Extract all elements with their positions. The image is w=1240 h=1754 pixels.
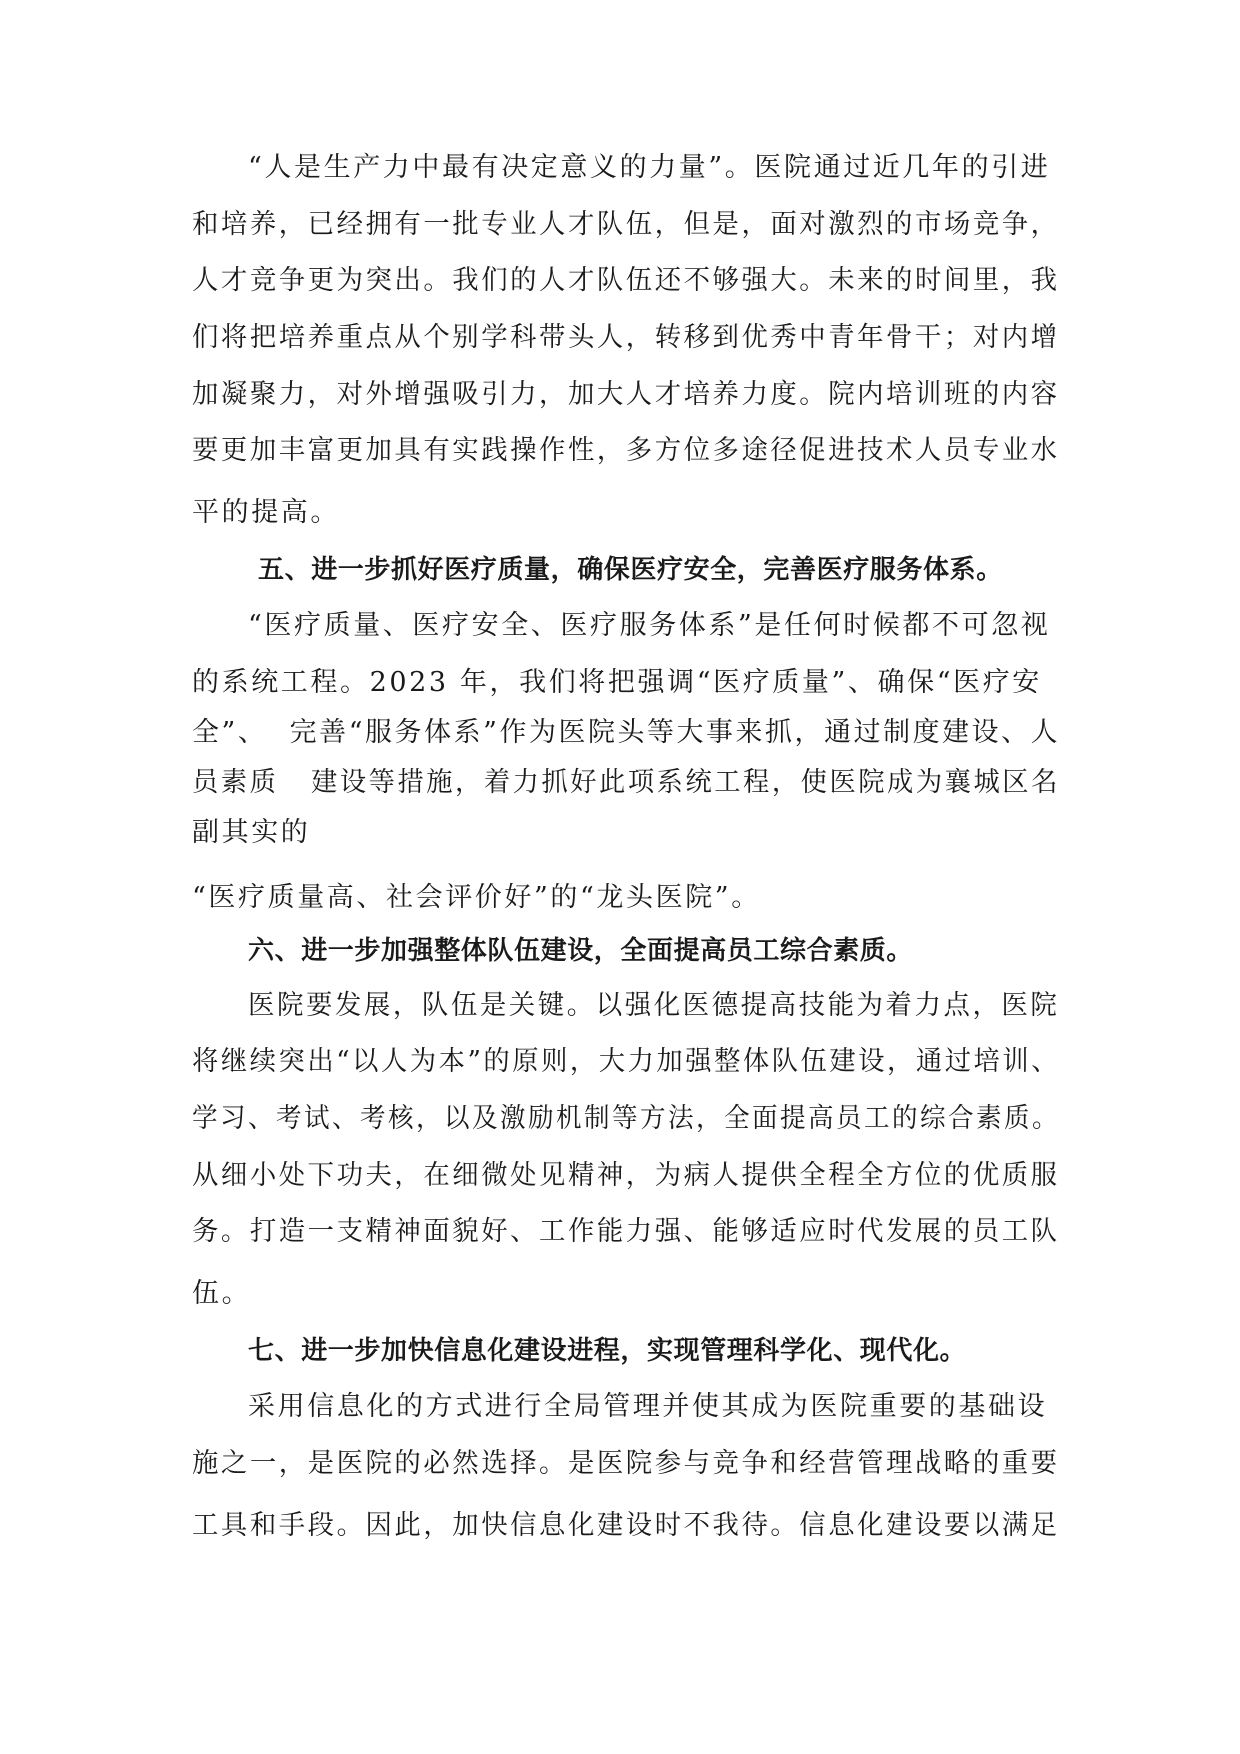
paragraph-line: 和培养，已经拥有一批专业人才队伍，但是，面对激烈的市场竞争， bbox=[192, 209, 1060, 240]
paragraph-line: “医疗质量、医疗安全、医疗服务体系”是任何时候都不可忽视 bbox=[248, 610, 1051, 641]
paragraph-line: 员素质 建设等措施，着力抓好此项系统工程，使医院成为襄城区名 bbox=[192, 767, 1060, 798]
paragraph-line: 的系统工程。2023 年，我们将把强调“医疗质量”、确保“医疗安 bbox=[192, 667, 1042, 698]
paragraph-line: 医院要发展，队伍是关键。以强化医德提高技能为着力点，医院 bbox=[248, 990, 1060, 1021]
paragraph-line: 加凝聚力，对外增强吸引力，加大人才培养力度。院内培训班的内容 bbox=[192, 379, 1060, 410]
paragraph-line: 采用信息化的方式进行全局管理并使其成为医院重要的基础设 bbox=[248, 1391, 1048, 1422]
section-heading: 六、进一步加强整体队伍建设，全面提高员工综合素质。 bbox=[248, 936, 914, 966]
paragraph-line: 将继续突出“以人为本”的原则，大力加强整体队伍建设，通过培训、 bbox=[192, 1046, 1061, 1077]
paragraph-line: 工具和手段。因此，加快信息化建设时不我待。信息化建设要以满足 bbox=[192, 1510, 1060, 1541]
paragraph-line: 副其实的 bbox=[192, 817, 311, 848]
paragraph-line: 伍。 bbox=[192, 1278, 252, 1309]
section-heading: 五、进一步抓好医疗质量，确保医疗安全，完善医疗服务体系。 bbox=[258, 555, 1003, 585]
paragraph-line: “人是生产力中最有决定意义的力量”。医院通过近几年的引进 bbox=[248, 152, 1051, 183]
paragraph-line: 全”、 完善“服务体系”作为医院头等大事来抓，通过制度建设、人 bbox=[192, 717, 1061, 748]
paragraph-line: 要更加丰富更加具有实践操作性，多方位多途径促进技术人员专业水 bbox=[192, 435, 1060, 466]
paragraph-line: 施之一，是医院的必然选择。是医院参与竞争和经营管理战略的重要 bbox=[192, 1448, 1060, 1479]
paragraph-line: 们将把培养重点从个别学科带头人，转移到优秀中青年骨干；对内增 bbox=[192, 322, 1060, 353]
paragraph-line: 学习、考试、考核，以及激励机制等方法，全面提高员工的综合素质。 bbox=[192, 1103, 1061, 1134]
paragraph-line: 务。打造一支精神面貌好、工作能力强、能够适应时代发展的员工队 bbox=[192, 1216, 1060, 1247]
section-heading: 七、进一步加快信息化建设进程，实现管理科学化、现代化。 bbox=[248, 1336, 967, 1366]
paragraph-line: 人才竞争更为突出。我们的人才队伍还不够强大。未来的时间里，我 bbox=[192, 265, 1060, 296]
paragraph-line: “医疗质量高、社会评价好”的“龙头医院”。 bbox=[192, 882, 761, 913]
paragraph-line: 从细小处下功夫，在细微处见精神，为病人提供全程全方位的优质服 bbox=[192, 1160, 1060, 1191]
paragraph-line: 平的提高。 bbox=[192, 497, 340, 528]
